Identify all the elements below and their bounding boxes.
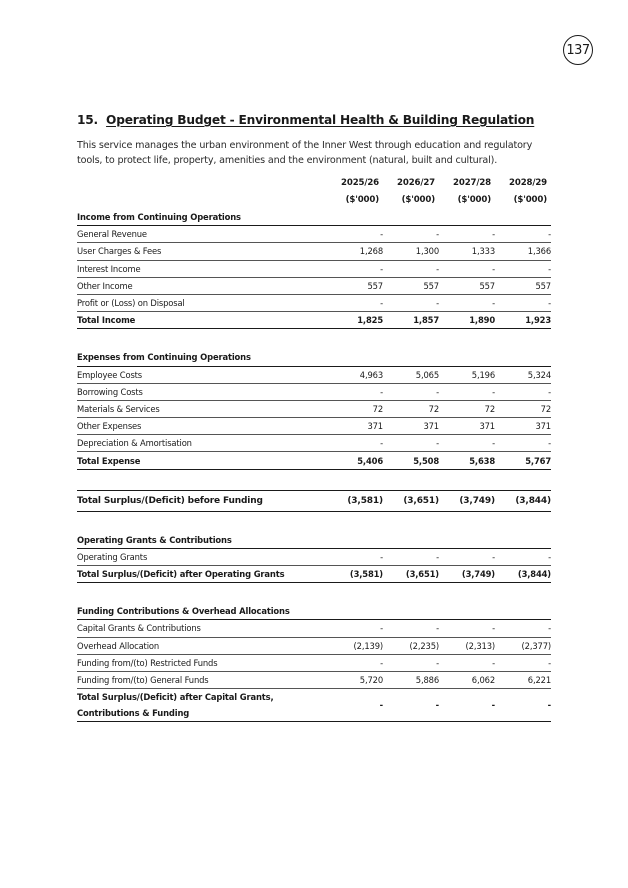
row-label: Total Expense <box>77 452 327 469</box>
cell-value: - <box>495 226 551 243</box>
cell-value: - <box>495 620 551 637</box>
cell-value: - <box>383 435 439 452</box>
cell-value: (2,139) <box>327 637 383 654</box>
cell-value: 5,065 <box>383 366 439 383</box>
cell-value: 5,886 <box>383 671 439 688</box>
year-header: 2025/26 <box>341 178 379 188</box>
section-label: Expenses from Continuing Operations <box>77 349 327 366</box>
cell-value: 371 <box>495 418 551 435</box>
cell-value: 5,324 <box>495 366 551 383</box>
row-label: Overhead Allocation <box>77 637 327 654</box>
cell-value: 5,720 <box>327 671 383 688</box>
table-row <box>77 260 551 277</box>
table-row <box>77 435 551 452</box>
cell-value: - <box>439 654 495 671</box>
cell-value: (3,844) <box>495 490 551 511</box>
cell-value: (3,581) <box>327 490 383 511</box>
cell-value: 5,638 <box>439 452 495 469</box>
row-label: Profit or (Loss) on Disposal <box>77 294 327 311</box>
row-label: Capital Grants & Contributions <box>77 620 327 637</box>
row-label: Other Income <box>77 277 327 294</box>
cell-value: - <box>327 260 383 277</box>
row-label <box>77 689 327 722</box>
row-label: Funding from/(to) Restricted Funds <box>77 654 327 671</box>
year-header: 2028/29 <box>509 178 547 188</box>
table-row <box>77 294 551 311</box>
cell-value: - <box>383 620 439 637</box>
cell-value: - <box>495 383 551 400</box>
cell-value: (2,377) <box>495 637 551 654</box>
table-row <box>77 383 551 400</box>
cell-value: - <box>327 689 383 722</box>
table-row <box>77 243 551 260</box>
section-title: Operating Budget - Environmental Health & Building Regulation <box>106 113 535 127</box>
cell-value: 557 <box>495 277 551 294</box>
row-label: Operating Grants <box>77 548 327 565</box>
surplus-after-grants-row <box>77 566 551 583</box>
table-header-units <box>77 191 551 209</box>
cell-value: 1,366 <box>495 243 551 260</box>
year-header: 2027/28 <box>453 178 491 188</box>
cell-value: - <box>495 548 551 565</box>
row-label: General Revenue <box>77 226 327 243</box>
cell-value: - <box>327 620 383 637</box>
table-row <box>77 620 551 637</box>
cell-value: 72 <box>439 400 495 417</box>
cell-value: - <box>327 548 383 565</box>
total-income-row <box>77 312 551 329</box>
cell-value: - <box>383 689 439 722</box>
row-label: Total Surplus/(Deficit) after Operating Grants <box>77 566 327 583</box>
cell-value: - <box>383 548 439 565</box>
table-row <box>77 226 551 243</box>
section-number: 15. <box>77 113 98 127</box>
cell-value: 1,825 <box>327 312 383 329</box>
cell-value: - <box>327 226 383 243</box>
table-header-years <box>77 175 551 191</box>
cell-value: - <box>383 654 439 671</box>
cell-value: - <box>327 435 383 452</box>
cell-value: 371 <box>327 418 383 435</box>
cell-value: - <box>383 383 439 400</box>
cell-value: 6,062 <box>439 671 495 688</box>
row-label: Materials & Services <box>77 400 327 417</box>
cell-value: 5,508 <box>383 452 439 469</box>
row-label: Other Expenses <box>77 418 327 435</box>
row-label: Funding from/(to) General Funds <box>77 671 327 688</box>
cell-value: 1,333 <box>439 243 495 260</box>
section-description: This service manages the urban environment of the Inner West through education and regulatory tools, to protect life, property, amenities and the environment (natural, built and cultural). <box>77 140 533 166</box>
cell-value: - <box>439 260 495 277</box>
section-label: Operating Grants & Contributions <box>77 532 327 549</box>
cell-value: (3,844) <box>495 566 551 583</box>
cell-value: - <box>495 654 551 671</box>
cell-value: 557 <box>383 277 439 294</box>
cell-value: - <box>439 226 495 243</box>
cell-value: 6,221 <box>495 671 551 688</box>
row-label: Total Surplus/(Deficit) before Funding <box>77 490 327 511</box>
cell-value: - <box>383 294 439 311</box>
cell-value: - <box>495 435 551 452</box>
table-row <box>77 418 551 435</box>
cell-value: 1,268 <box>327 243 383 260</box>
cell-value: (3,749) <box>439 490 495 511</box>
cell-value: 72 <box>495 400 551 417</box>
cell-value: 557 <box>327 277 383 294</box>
section-label: Funding Contributions & Overhead Allocations <box>77 603 327 620</box>
cell-value: - <box>495 260 551 277</box>
table-row <box>77 277 551 294</box>
cell-value: 1,857 <box>383 312 439 329</box>
cell-value: (2,313) <box>439 637 495 654</box>
total-expense-row <box>77 452 551 469</box>
cell-value: 5,406 <box>327 452 383 469</box>
cell-value: - <box>383 260 439 277</box>
table-row <box>77 637 551 654</box>
cell-value: - <box>495 294 551 311</box>
table-row <box>77 548 551 565</box>
cell-value: - <box>327 654 383 671</box>
cell-value: 72 <box>327 400 383 417</box>
cell-value: - <box>495 689 551 722</box>
cell-value: 557 <box>439 277 495 294</box>
cell-value: (2,235) <box>383 637 439 654</box>
unit-header: ($'000) <box>513 195 547 205</box>
cell-value: - <box>439 294 495 311</box>
cell-value: 1,300 <box>383 243 439 260</box>
table-row <box>77 654 551 671</box>
cell-value: 1,890 <box>439 312 495 329</box>
surplus-before-funding-row <box>77 490 551 511</box>
row-label: Borrowing Costs <box>77 383 327 400</box>
cell-value: - <box>439 620 495 637</box>
row-label: User Charges & Fees <box>77 243 327 260</box>
table-row <box>77 400 551 417</box>
row-label: Interest Income <box>77 260 327 277</box>
cell-value: 5,196 <box>439 366 495 383</box>
row-label-line: Contributions & Funding <box>77 708 190 719</box>
row-label-line: Total Surplus/(Deficit) after Capital Grants, <box>77 692 274 703</box>
operating-budget-table <box>77 175 551 722</box>
cell-value: 1,923 <box>495 312 551 329</box>
cell-value: (3,651) <box>383 490 439 511</box>
cell-value: 5,767 <box>495 452 551 469</box>
cell-value: - <box>439 383 495 400</box>
section-label: Income from Continuing Operations <box>77 209 327 226</box>
grants-section-heading <box>77 532 551 549</box>
cell-value: - <box>439 435 495 452</box>
table-row <box>77 366 551 383</box>
row-label: Total Income <box>77 312 327 329</box>
row-label: Employee Costs <box>77 366 327 383</box>
cell-value: - <box>439 689 495 722</box>
cell-value: 371 <box>439 418 495 435</box>
funding-section-heading <box>77 603 551 620</box>
cell-value: (3,749) <box>439 566 495 583</box>
year-header: 2026/27 <box>397 178 435 188</box>
cell-value: (3,651) <box>383 566 439 583</box>
cell-value: 4,963 <box>327 366 383 383</box>
unit-header: ($'000) <box>345 195 379 205</box>
cell-value: (3,581) <box>327 566 383 583</box>
unit-header: ($'000) <box>457 195 491 205</box>
table-row <box>77 671 551 688</box>
cell-value: 371 <box>383 418 439 435</box>
cell-value: - <box>327 294 383 311</box>
cell-value: 72 <box>383 400 439 417</box>
section-heading <box>77 113 534 127</box>
row-label: Depreciation & Amortisation <box>77 435 327 452</box>
surplus-after-capital-grants-row <box>77 689 551 722</box>
income-section-heading <box>77 209 551 226</box>
page-number: 137 <box>563 35 593 65</box>
cell-value: - <box>439 548 495 565</box>
cell-value: - <box>327 383 383 400</box>
cell-value: - <box>383 226 439 243</box>
unit-header: ($'000) <box>401 195 435 205</box>
expenses-section-heading <box>77 349 551 366</box>
